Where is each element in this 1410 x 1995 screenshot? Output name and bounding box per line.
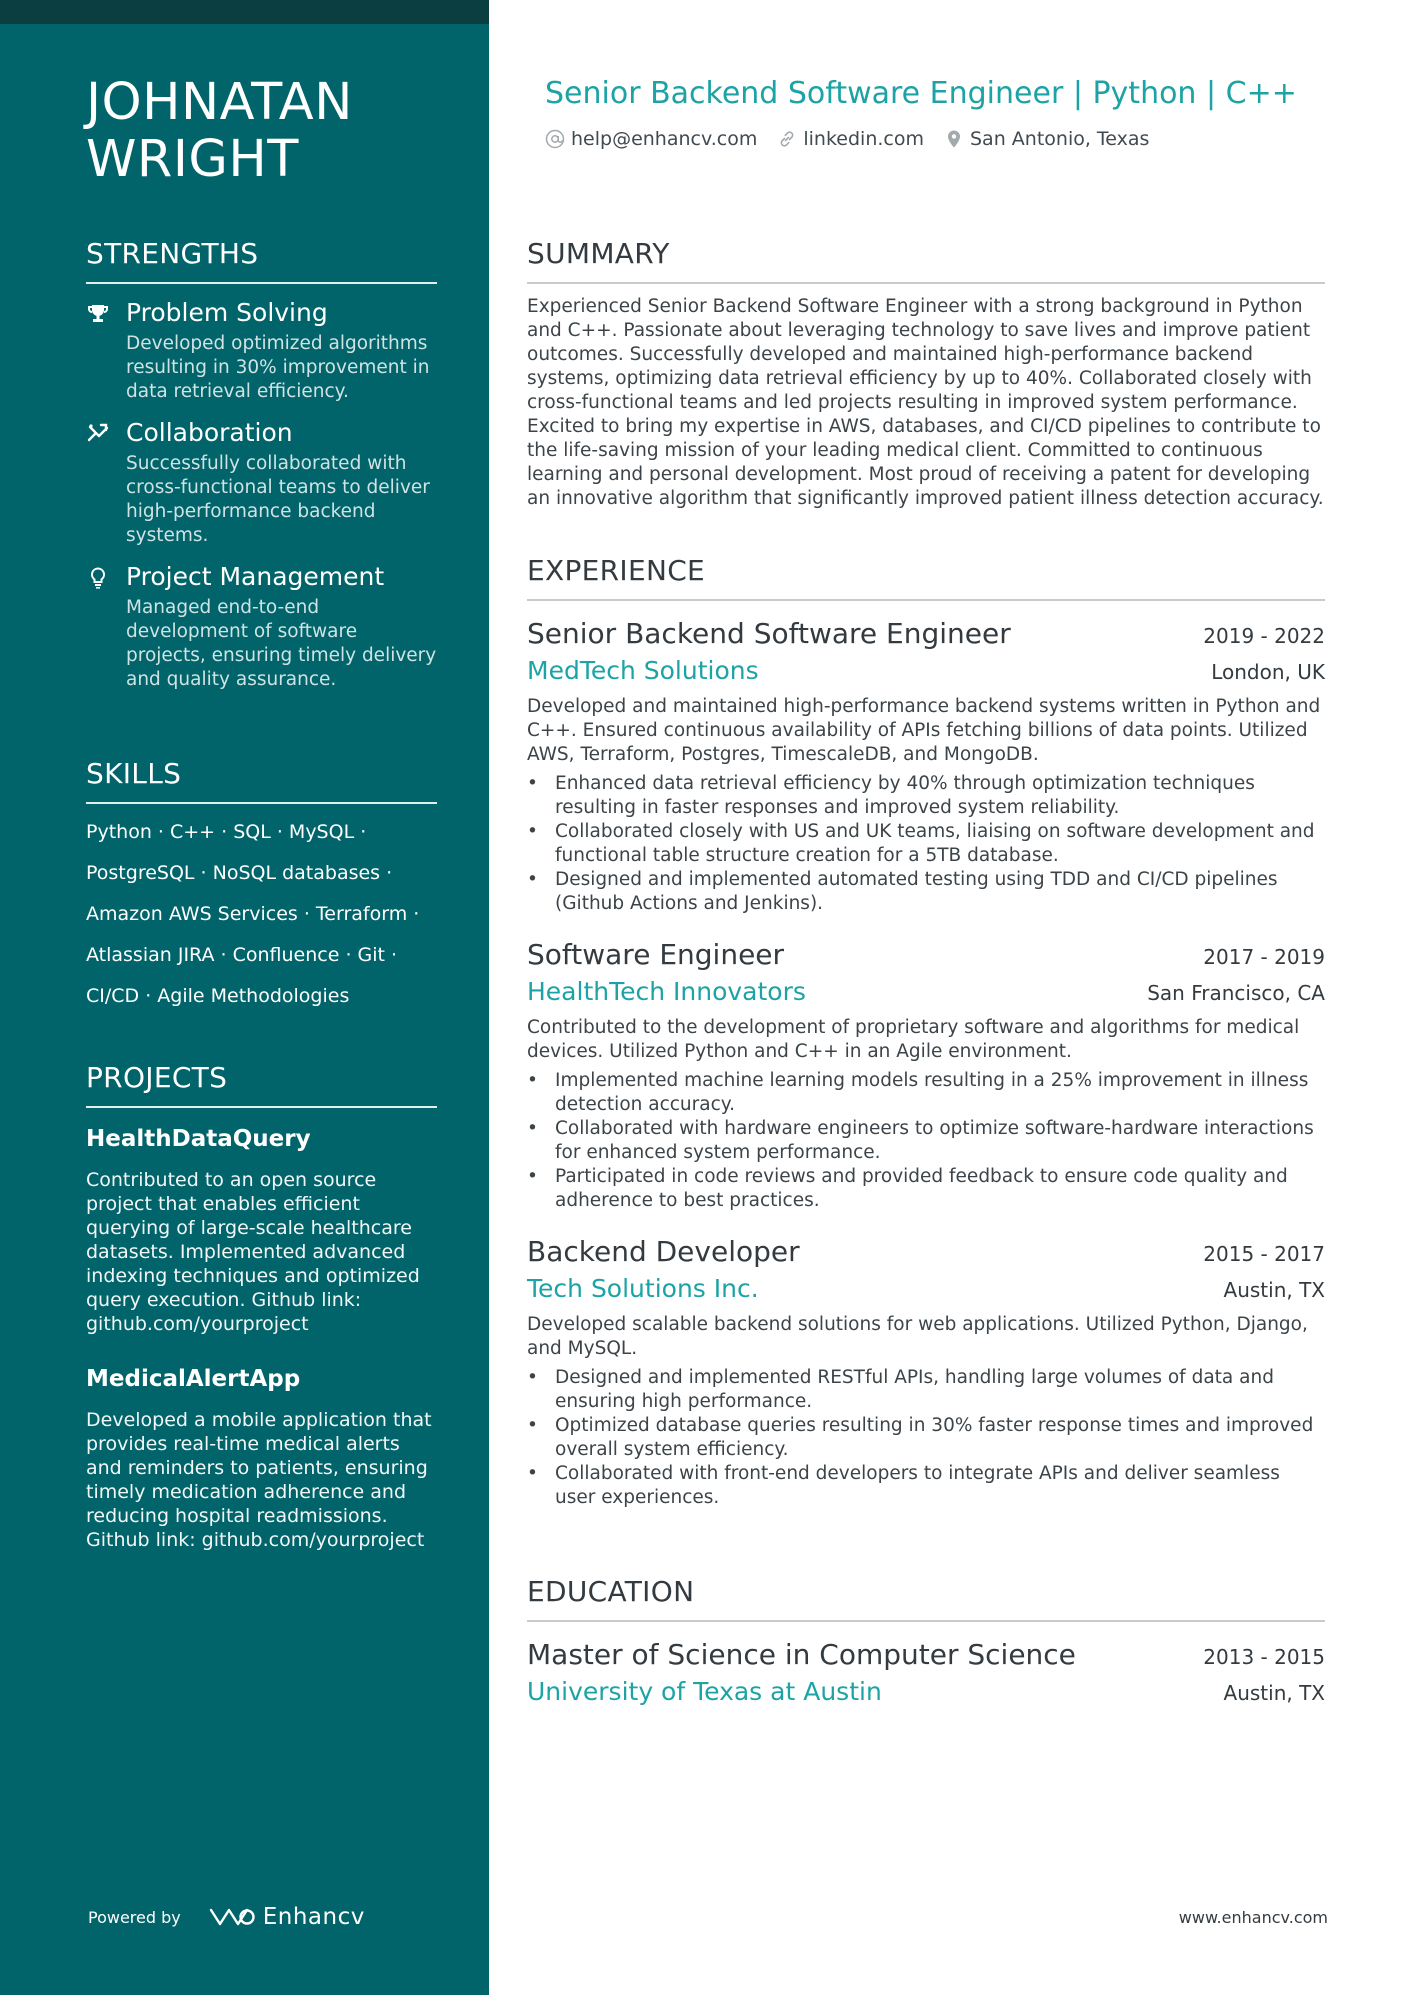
first-name: JOHNATAN [86,73,353,132]
project-desc: Contributed to an open source project that enables efficient querying of large-scale healthcare datasets. Implemented advanced indexing techniques and optimized query execution. Github link: github.com/yourproject [86,1169,420,1335]
strengths-heading: STRENGTHS [86,236,437,284]
summary-section [527,236,1325,511]
education-heading: EDUCATION [527,1574,1325,1622]
job-bullet: • Collaborated closely with US and UK teams, liaising on software development and functional table structure creation for a 5TB database. [527,820,1325,868]
contact-location-text: San Antonio, Texas [970,128,1150,150]
company-name: HealthTech Innovators [527,977,806,1006]
job-bullet: • Collaborated with front-end developers to integrate APIs and deliver seamless user experiences. [527,1462,1325,1510]
skills-line: PostgreSQL · NoSQL databases · [86,862,393,884]
strength-desc: Developed optimized algorithms resulting in 30% improvement in data retrieval efficiency. [126,333,430,402]
company-name: MedTech Solutions [527,656,759,685]
summary-text: Experienced Senior Backend Software Engineer with a strong background in Python and C++. Passionate about leveraging technology to save lives and improve patient outcomes. Successfully developed and maintained high-performance backend systems, optimizing data retrieval efficiency by up to 40%. Collaborated closely with cross-functional teams and led projects resulting in improved system performance. Excited to bring my expertise in AWS, databases, and CI/CD pipelines to contribute to the life-saving mission of your leading medical client. Committed to continuous learning and personal development. Most proud of receiving a patent for developing an innovative algorithm that significantly improved patient illness detection accuracy. [527,296,1324,509]
enhancv-logo[interactable] [207,1904,365,1930]
location-pin-icon [944,129,964,149]
link-icon [777,129,797,149]
job-location: London, UK [1211,660,1325,684]
powered-by-label: Powered by [88,1907,181,1927]
experience-heading: EXPERIENCE [527,553,1325,601]
job-entry [527,615,1325,916]
strength-title: Project Management [126,562,385,591]
strength-item [86,560,437,692]
strength-item [86,416,437,548]
job-dates: 2019 - 2022 [1203,624,1325,648]
education-dates: 2013 - 2015 [1203,1645,1325,1669]
job-bullet: • Participated in code reviews and provided feedback to ensure code quality and adherence to best practices. [527,1165,1325,1213]
job-description: Developed scalable backend solutions for web applications. Utilized Python, Django, and MySQL. [527,1314,1308,1359]
skills-list [86,812,437,1017]
contact-location [944,126,1149,152]
skills-line: Atlassian JIRA · Confluence · Git · [86,944,398,966]
project-desc: Developed a mobile application that provides real-time medical alerts and reminders to patients, ensuring timely medication adherence and reducing hospital readmissions. Github link: github.com/yourproject [86,1409,432,1551]
sidebar-top-bar [0,0,489,24]
job-bullets [527,1069,1325,1213]
job-bullet: • Designed and implemented automated testing using TDD and CI/CD pipelines (Github Actions and Jenkins). [527,868,1325,916]
last-name: WRIGHT [86,130,299,189]
contact-linkedin-text: linkedin.com [803,128,924,150]
job-bullet: • Enhanced data retrieval efficiency by 40% through optimization techniques resulting in faster responses and improved system reliability. [527,772,1325,820]
education-entry [527,1636,1325,1710]
job-location: San Francisco, CA [1147,981,1325,1005]
enhancv-logo-icon [207,1904,255,1930]
job-bullet: • Designed and implemented RESTful APIs, handling large volumes of data and ensuring high performance. [527,1366,1325,1414]
strength-desc: Successfully collaborated with cross-functional teams to deliver high-performance backend systems. [126,453,430,546]
skills-line: Python · C++ · SQL · MySQL · [86,821,367,843]
strengths-section [86,236,437,692]
strength-title: Problem Solving [126,298,328,327]
education-section [527,1574,1325,1710]
school-name: University of Texas at Austin [527,1677,882,1706]
strength-item [86,296,437,404]
job-bullet: • Implemented machine learning models resulting in a 25% improvement in illness detection accuracy. [527,1069,1325,1117]
experience-section [527,553,1325,1510]
contact-email-text: help@enhancv.com [571,128,758,150]
skills-line: CI/CD · Agile Methodologies [86,985,350,1007]
job-bullet: • Optimized database queries resulting in 30% faster response times and improved overall system efficiency. [527,1414,1325,1462]
job-title: Senior Backend Software Engineer [527,617,1011,650]
handshake-icon [86,422,110,446]
lightbulb-icon [86,566,110,590]
projects-section [86,1060,437,1552]
trophy-icon [86,302,110,326]
website-link[interactable]: www.enhancv.com [1178,1908,1328,1927]
contact-email[interactable] [545,126,757,152]
job-dates: 2015 - 2017 [1203,1242,1325,1266]
at-icon [545,129,565,149]
degree: Master of Science in Computer Science [527,1638,1076,1671]
contact-row [545,126,1149,152]
strength-title: Collaboration [126,418,293,447]
job-title: Backend Developer [527,1235,800,1268]
summary-heading: SUMMARY [527,236,1325,284]
enhancv-brand-text: Enhancv [262,1904,365,1930]
education-location: Austin, TX [1223,1681,1325,1705]
project-item [86,1122,437,1336]
strength-desc: Managed end-to-end development of software projects, ensuring timely delivery and quality assurance. [126,597,437,690]
job-dates: 2017 - 2019 [1203,945,1325,969]
headline: Senior Backend Software Engineer | Python | C++ [545,76,1297,111]
skills-heading: SKILLS [86,756,437,804]
job-entry [527,936,1325,1213]
job-bullets [527,1366,1325,1510]
job-entry [527,1233,1325,1510]
powered-by [88,1904,365,1930]
company-name: Tech Solutions Inc. [527,1274,759,1303]
job-bullet: • Collaborated with hardware engineers to optimize software-hardware interactions for enhanced system performance. [527,1117,1325,1165]
project-item [86,1362,437,1552]
job-description: Contributed to the development of proprietary software and algorithms for medical devices. Utilized Python and C++ in an Agile environment. [527,1017,1300,1062]
sidebar [0,0,489,1995]
candidate-name [86,74,437,188]
skills-line: Amazon AWS Services · Terraform · [86,903,420,925]
contact-linkedin[interactable] [777,126,924,152]
job-location: Austin, TX [1223,1278,1325,1302]
skills-section [86,756,437,1017]
job-title: Software Engineer [527,938,785,971]
project-title: MedicalAlertApp [86,1366,301,1392]
projects-heading: PROJECTS [86,1060,437,1108]
job-description: Developed and maintained high-performance backend systems written in Python and C++. Ensured continuous availability of APIs fetching billions of data points. Utilized AWS, Terraform, Postgres, TimescaleDB, and MongoDB. [527,696,1321,765]
job-bullets [527,772,1325,916]
project-title: HealthDataQuery [86,1126,311,1152]
